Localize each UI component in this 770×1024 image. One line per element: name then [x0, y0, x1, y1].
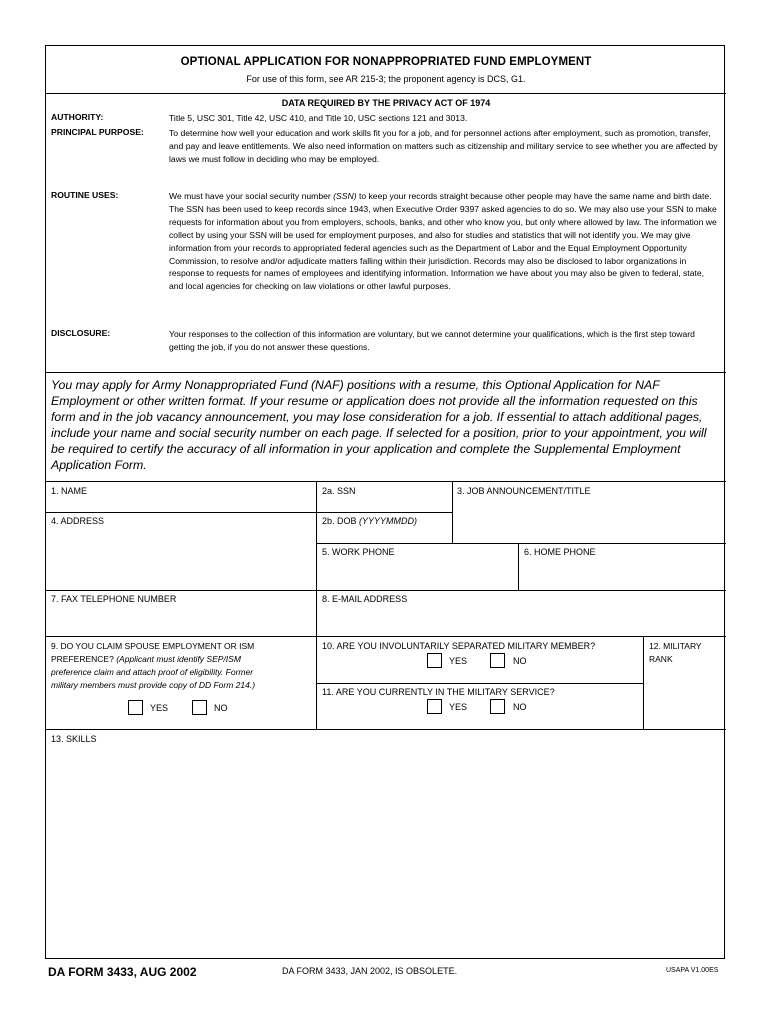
q10-question: 10. ARE YOU INVOLUNTARILY SEPARATED MILITARY MEMBER?: [322, 641, 596, 651]
fax-label: 7. FAX TELEPHONE NUMBER: [51, 594, 177, 604]
military-rank-input-area[interactable]: [645, 668, 723, 726]
job-input-area[interactable]: [454, 494, 722, 544]
email-label: 8. E-MAIL ADDRESS: [322, 594, 408, 604]
q10-no-checkbox[interactable]: [490, 653, 505, 668]
q11-question: 11. ARE YOU CURRENTLY IN THE MILITARY SERVICE?: [322, 687, 555, 697]
principal-purpose-text: To determine how well your education and work skills fit you for a job, and for personnel actions after employment, such as promotion, transfer, and pay and leave entitlements. We also need information on matters such as citizenship and military service to see whether you are affected by laws we must follow in deciding who may be employed.: [169, 128, 718, 164]
divider: [46, 512, 452, 513]
fax-input-area[interactable]: [47, 606, 315, 634]
q9-no-checkbox[interactable]: [192, 700, 207, 715]
q11-yes-checkbox[interactable]: [427, 699, 442, 714]
divider: [643, 636, 644, 729]
dob-field-label: 2b. DOB (YYYYMMDD): [322, 516, 418, 526]
routine-uses-text: We must have your social security number (SSN) to keep your records straight because other people may have the same name and birth date. The SSN has been used to keep records since 1943, when Executive Order 9397 asked agencies to do so. We may also use your SSN to make requests for information about you from employers, schools, banks, and other who know you, but only where allowed by law. The information we collect by using your SSN will be used for employment purposes, and also for studies and statistics that will not identify you. We may give information from your records to appropriated federal agencies such as the Department of Labor and the Equal Employment Opportunity Commission, to resolve and/or adjudicate matters falling within their jurisdiction. Records may also be disclosed to labor organizations in response to requests for names of employees and identifying information. Information we have about you may also be given to federal, state, and local agencies for checking on law violations or other lawful purposes.: [169, 191, 717, 292]
divider: [518, 543, 519, 590]
principal-purpose-label: PRINCIPAL PURPOSE:: [51, 127, 144, 137]
divider: [46, 372, 726, 373]
q10-yes-label: YES: [449, 656, 468, 666]
dob-input-area[interactable]: [318, 526, 450, 542]
q9-no-label: NO: [214, 703, 228, 713]
form-page: [45, 45, 725, 959]
routine-uses-label: ROUTINE USES:: [51, 190, 119, 200]
q10-no-label: NO: [513, 656, 527, 666]
divider: [46, 729, 726, 730]
divider: [46, 481, 726, 482]
q9-yes-label: YES: [150, 703, 169, 713]
ssn-field-label: 2a. SSN: [322, 486, 356, 496]
disclosure-label: DISCLOSURE:: [51, 328, 111, 338]
disclosure-text: Your responses to the collection of this information are voluntary, but we cannot determine your qualifications, which is the first step toward getting the job, if you do not answer these questions.: [169, 329, 695, 352]
authority-label: AUTHORITY:: [51, 112, 104, 122]
name-field-label: 1. NAME: [51, 486, 88, 496]
skills-input-area[interactable]: [47, 748, 723, 953]
q9-yes-checkbox[interactable]: [128, 700, 143, 715]
email-input-area[interactable]: [318, 606, 722, 634]
instructions-text: You may apply for Army Nonappropriated Fund (NAF) positions with a resume, this Optional Application for NAF Employment or other written format. If your resume or application does not provide all the information requested on this form and in the job vacancy announcement, you may lose consideration for a job. If essential to attach additional pages, include your name and social security number on each page. If selected for a position, prior to your appointment, you will be required to certify the accuracy of all information in your application and complete the Supplemental Employment Application Form.: [51, 378, 707, 473]
q10-yes-checkbox[interactable]: [427, 653, 442, 668]
divider: [46, 590, 726, 591]
address-field-label: 4. ADDRESS: [51, 516, 105, 526]
q11-no-label: NO: [513, 702, 527, 712]
privacy-act-heading: DATA REQUIRED BY THE PRIVACY ACT OF 1974: [281, 98, 491, 108]
q11-no-checkbox[interactable]: [490, 699, 505, 714]
ssn-input-area[interactable]: [318, 494, 450, 512]
form-subtitle: For use of this form, see AR 215-3; the proponent agency is DCS, G1.: [246, 74, 526, 84]
divider: [452, 481, 453, 543]
work-phone-label: 5. WORK PHONE: [322, 547, 395, 557]
home-phone-label: 6. HOME PHONE: [524, 547, 596, 557]
form-title: OPTIONAL APPLICATION FOR NONAPPROPRIATED FUND EMPLOYMENT: [180, 56, 592, 68]
home-phone-input-area[interactable]: [520, 558, 722, 588]
authority-text: Title 5, USC 301, Title 42, USC 410, and Title 10, USC sections 121 and 3013.: [169, 113, 468, 123]
form-id: DA FORM 3433, AUG 2002: [48, 965, 197, 979]
skills-label: 13. SKILLS: [51, 734, 97, 744]
q12-label: 12. MILITARY RANK: [649, 641, 702, 664]
work-phone-input-area[interactable]: [318, 558, 516, 588]
address-input-area[interactable]: [47, 526, 315, 586]
job-announcement-label: 3. JOB ANNOUNCEMENT/TITLE: [457, 486, 591, 496]
divider: [46, 636, 726, 637]
obsolete-notice: DA FORM 3433, JAN 2002, IS OBSOLETE.: [282, 966, 458, 976]
q9-question: 9. DO YOU CLAIM SPOUSE EMPLOYMENT OR ISM PREFERENCE? (Applicant must identify SEP/ISM preference claim and attach proof of eligibility. Former military members must provide copy of DD Form 214.): [51, 641, 256, 690]
version-label: USAPA V1.00ES: [666, 967, 719, 974]
divider: [46, 93, 726, 94]
q11-yes-label: YES: [449, 702, 468, 712]
name-input-area[interactable]: [47, 494, 315, 512]
divider: [316, 683, 643, 684]
divider: [316, 543, 726, 544]
